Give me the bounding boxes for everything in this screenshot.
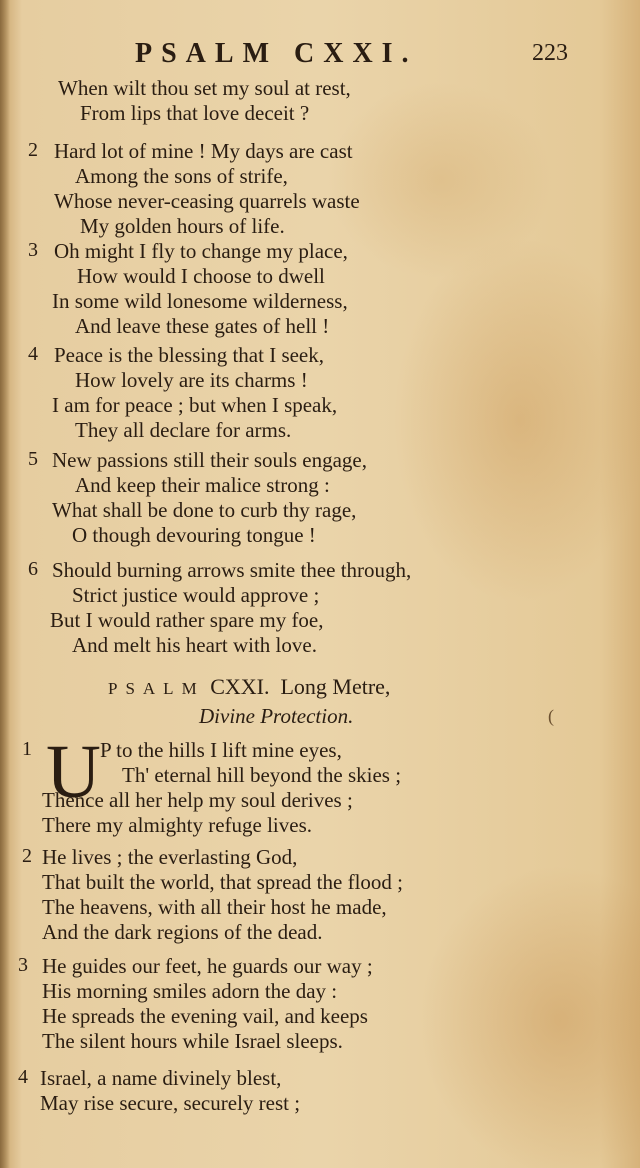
- drop-cap: U: [46, 730, 101, 814]
- verse-line: Strict justice would approve ;: [72, 583, 320, 607]
- verse-line: My golden hours of life.: [80, 214, 285, 238]
- verse-line: In some wild lonesome wilderness,: [52, 289, 348, 313]
- verse-line: The silent hours while Israel sleeps.: [42, 1029, 343, 1053]
- stanza-4: [0, 343, 640, 443]
- verse-line: From lips that love deceit ?: [80, 101, 310, 125]
- verse-line: And melt his heart with love.: [72, 633, 317, 657]
- running-title: PSALM CXXI.: [135, 38, 418, 69]
- verse-line: P to the hills I lift mine eyes,: [100, 738, 342, 762]
- stanza-5: [0, 448, 640, 548]
- verse-line: When wilt thou set my soul at rest,: [58, 76, 351, 100]
- opening-lines: [0, 76, 640, 126]
- stanza-6: [0, 558, 640, 658]
- stanza-number: 4: [18, 1066, 28, 1088]
- stanza-number: 3: [18, 954, 28, 976]
- verse-line: How would I choose to dwell: [77, 264, 325, 288]
- verse-line: May rise secure, securely rest ;: [40, 1091, 301, 1115]
- psalm-metre: Long Metre,: [280, 674, 391, 699]
- verse-line: Among the sons of strife,: [75, 164, 288, 188]
- verse-line: He spreads the evening vail, and keeps: [42, 1004, 368, 1028]
- verse-line: Israel, a name divinely blest,: [40, 1066, 282, 1090]
- psalm121-stanza-2: [0, 845, 640, 945]
- psalm-title-number: CXXI.: [210, 674, 270, 699]
- verse-line: He guides our feet, he guards our way ;: [42, 954, 373, 978]
- verse-line: How lovely are its charms !: [75, 368, 308, 392]
- psalm-subtitle: Divine Protection.: [199, 704, 354, 728]
- stanza-number: 2: [28, 139, 38, 161]
- stanza-number: 3: [28, 239, 38, 261]
- psalm121-stanza-3: [0, 954, 640, 1054]
- verse-line: New passions still their souls engage,: [52, 448, 367, 472]
- stanza-number: 6: [28, 558, 38, 580]
- stanza-number: 5: [28, 448, 38, 470]
- verse-line: Hard lot of mine ! My days are cast: [54, 139, 353, 163]
- verse-line: Peace is the blessing that I seek,: [54, 343, 325, 367]
- verse-line: I am for peace ; but when I speak,: [52, 393, 338, 417]
- verse-line: His morning smiles adorn the day :: [42, 979, 338, 1003]
- verse-line: O though devouring tongue !: [72, 523, 316, 547]
- verse-line: Thence all her help my soul derives ;: [42, 788, 353, 812]
- verse-line: Should burning arrows smite thee through,: [52, 558, 412, 582]
- psalm-title: [108, 674, 390, 700]
- verse-line: The heavens, with all their host he made,: [42, 895, 387, 919]
- stanza-number: 1: [22, 738, 32, 760]
- verse-line: There my almighty refuge lives.: [42, 813, 312, 837]
- page-header: [0, 38, 640, 78]
- verse-line: They all declare for arms.: [75, 418, 292, 442]
- verse-line: But I would rather spare my foe,: [50, 608, 324, 632]
- verse-line: What shall be done to curb thy rage,: [52, 498, 357, 522]
- verse-line: And keep their malice strong :: [75, 473, 330, 497]
- verse-line: That built the world, that spread the flood ;: [42, 870, 403, 894]
- psalm121-stanza-1: [0, 730, 640, 838]
- verse-line: And the dark regions of the dead.: [42, 920, 323, 944]
- verse-line: He lives ; the everlasting God,: [42, 845, 298, 869]
- stanza-number: 2: [22, 845, 32, 867]
- stanza-3: [0, 239, 640, 339]
- page-number: 223: [532, 40, 568, 66]
- psalm-title-word: PSALM: [108, 679, 205, 698]
- verse-line: And leave these gates of hell !: [75, 314, 330, 338]
- verse-line: Th' eternal hill beyond the skies ;: [122, 763, 402, 787]
- stanza-2: [0, 139, 640, 239]
- psalm121-stanza-4: [0, 1066, 640, 1116]
- verse-line: Whose never-ceasing quarrels waste: [54, 189, 360, 213]
- printer-mark: (: [548, 706, 554, 726]
- verse-line: Oh might I fly to change my place,: [54, 239, 348, 263]
- stanza-number: 4: [28, 343, 38, 365]
